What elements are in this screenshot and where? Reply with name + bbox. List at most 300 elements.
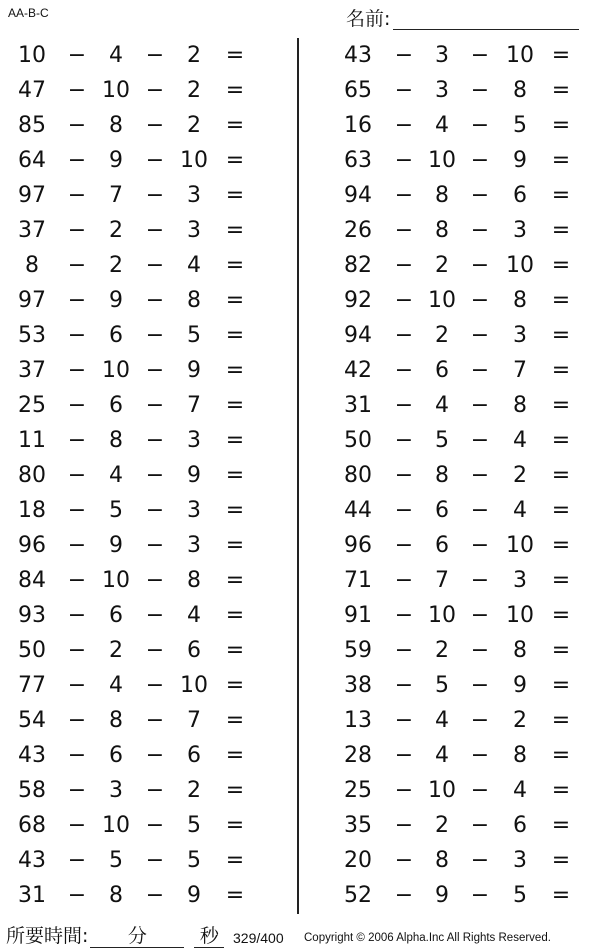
minus-sign-2: − bbox=[145, 498, 165, 523]
problem-row bbox=[0, 843, 290, 878]
equals-sign: = bbox=[551, 288, 571, 313]
subtrahend-2: 8 bbox=[513, 638, 527, 663]
problem-row bbox=[0, 598, 290, 633]
minus-sign-2: − bbox=[470, 743, 490, 768]
problem-row bbox=[0, 563, 290, 598]
minuend: 93 bbox=[18, 603, 46, 628]
subtrahend-2: 10 bbox=[180, 673, 208, 698]
minus-sign-1: − bbox=[67, 708, 87, 733]
equals-sign: = bbox=[225, 463, 245, 488]
subtrahend-2: 5 bbox=[513, 883, 527, 908]
problem-row bbox=[300, 878, 600, 913]
subtrahend-2: 4 bbox=[187, 253, 201, 278]
equals-sign: = bbox=[551, 113, 571, 138]
problem-row bbox=[0, 38, 290, 73]
equals-sign: = bbox=[225, 778, 245, 803]
subtrahend-1: 4 bbox=[109, 673, 123, 698]
minus-sign-2: − bbox=[470, 568, 490, 593]
minus-sign-1: − bbox=[67, 113, 87, 138]
subtrahend-1: 5 bbox=[435, 673, 449, 698]
subtrahend-1: 4 bbox=[109, 43, 123, 68]
subtrahend-1: 8 bbox=[109, 883, 123, 908]
equals-sign: = bbox=[551, 498, 571, 523]
subtrahend-2: 6 bbox=[513, 183, 527, 208]
equals-sign: = bbox=[225, 708, 245, 733]
minus-sign-2: − bbox=[145, 533, 165, 558]
problem-row bbox=[0, 283, 290, 318]
subtrahend-2: 4 bbox=[187, 603, 201, 628]
subtrahend-2: 10 bbox=[506, 533, 534, 558]
subtrahend-1: 7 bbox=[109, 183, 123, 208]
minus-sign-1: − bbox=[394, 603, 414, 628]
minuend: 71 bbox=[344, 568, 372, 593]
subtrahend-2: 3 bbox=[187, 218, 201, 243]
equals-sign: = bbox=[225, 113, 245, 138]
problem-row bbox=[300, 703, 600, 738]
minuend: 84 bbox=[18, 568, 46, 593]
minus-sign-1: − bbox=[394, 813, 414, 838]
subtrahend-1: 6 bbox=[435, 498, 449, 523]
subtrahend-2: 5 bbox=[187, 848, 201, 873]
minuend: 43 bbox=[18, 743, 46, 768]
equals-sign: = bbox=[225, 533, 245, 558]
subtrahend-2: 4 bbox=[513, 428, 527, 453]
time-label: 所要時間: bbox=[6, 925, 89, 947]
subtrahend-2: 10 bbox=[506, 253, 534, 278]
minus-sign-2: − bbox=[470, 323, 490, 348]
problem-row bbox=[0, 738, 290, 773]
minus-sign-2: − bbox=[470, 148, 490, 173]
minuend: 64 bbox=[18, 148, 46, 173]
minuend: 82 bbox=[344, 253, 372, 278]
subtrahend-2: 8 bbox=[513, 743, 527, 768]
subtrahend-2: 3 bbox=[187, 533, 201, 558]
equals-sign: = bbox=[551, 393, 571, 418]
problem-row bbox=[0, 423, 290, 458]
subtrahend-1: 9 bbox=[109, 148, 123, 173]
equals-sign: = bbox=[551, 603, 571, 628]
subtrahend-2: 6 bbox=[513, 813, 527, 838]
subtrahend-1: 7 bbox=[435, 568, 449, 593]
minuend: 43 bbox=[18, 848, 46, 873]
minuend: 92 bbox=[344, 288, 372, 313]
subtrahend-1: 8 bbox=[109, 113, 123, 138]
subtrahend-2: 3 bbox=[187, 498, 201, 523]
minuend: 42 bbox=[344, 358, 372, 383]
worksheet-code: AA-B-C bbox=[8, 6, 49, 20]
equals-sign: = bbox=[225, 253, 245, 278]
equals-sign: = bbox=[225, 393, 245, 418]
subtrahend-1: 4 bbox=[435, 708, 449, 733]
subtrahend-2: 2 bbox=[513, 463, 527, 488]
problem-row bbox=[300, 248, 600, 283]
minus-sign-2: − bbox=[470, 428, 490, 453]
problem-row bbox=[0, 633, 290, 668]
subtrahend-2: 2 bbox=[187, 113, 201, 138]
minuend: 68 bbox=[18, 813, 46, 838]
minus-sign-1: − bbox=[67, 288, 87, 313]
minus-sign-2: − bbox=[470, 848, 490, 873]
minuend: 80 bbox=[344, 463, 372, 488]
subtrahend-1: 9 bbox=[109, 533, 123, 558]
subtrahend-1: 2 bbox=[435, 253, 449, 278]
minus-sign-2: − bbox=[145, 778, 165, 803]
equals-sign: = bbox=[551, 568, 571, 593]
copyright-notice: Copyright © 2006 Alpha.Inc All Rights Reserved. bbox=[304, 932, 551, 944]
minuend: 37 bbox=[18, 358, 46, 383]
minuend: 58 bbox=[18, 778, 46, 803]
seconds-blank[interactable]: 秒 bbox=[194, 925, 224, 948]
minus-sign-1: − bbox=[394, 848, 414, 873]
minus-sign-2: − bbox=[145, 568, 165, 593]
problem-row bbox=[300, 528, 600, 563]
minuend: 16 bbox=[344, 113, 372, 138]
equals-sign: = bbox=[551, 43, 571, 68]
minus-sign-2: − bbox=[145, 743, 165, 768]
minus-sign-2: − bbox=[145, 848, 165, 873]
minus-sign-1: − bbox=[394, 568, 414, 593]
problem-row bbox=[0, 213, 290, 248]
equals-sign: = bbox=[225, 183, 245, 208]
minuend: 26 bbox=[344, 218, 372, 243]
minus-sign-2: − bbox=[470, 638, 490, 663]
subtrahend-1: 9 bbox=[435, 883, 449, 908]
minus-sign-2: − bbox=[470, 358, 490, 383]
equals-sign: = bbox=[225, 428, 245, 453]
minus-sign-1: − bbox=[394, 78, 414, 103]
equals-sign: = bbox=[551, 673, 571, 698]
minuend: 94 bbox=[344, 323, 372, 348]
subtrahend-1: 4 bbox=[435, 113, 449, 138]
minus-sign-2: − bbox=[470, 498, 490, 523]
subtrahend-1: 6 bbox=[435, 533, 449, 558]
minus-sign-2: − bbox=[470, 883, 490, 908]
minus-sign-1: − bbox=[67, 778, 87, 803]
subtrahend-2: 5 bbox=[187, 813, 201, 838]
equals-sign: = bbox=[225, 743, 245, 768]
minuend: 43 bbox=[344, 43, 372, 68]
subtrahend-2: 8 bbox=[513, 393, 527, 418]
minuend: 59 bbox=[344, 638, 372, 663]
subtrahend-1: 8 bbox=[435, 183, 449, 208]
equals-sign: = bbox=[225, 498, 245, 523]
subtrahend-1: 6 bbox=[109, 393, 123, 418]
minuend: 94 bbox=[344, 183, 372, 208]
equals-sign: = bbox=[551, 323, 571, 348]
minus-sign-2: − bbox=[145, 253, 165, 278]
subtrahend-1: 8 bbox=[435, 218, 449, 243]
problem-row bbox=[300, 423, 600, 458]
minuend: 54 bbox=[18, 708, 46, 733]
equals-sign: = bbox=[225, 323, 245, 348]
equals-sign: = bbox=[551, 78, 571, 103]
subtrahend-1: 6 bbox=[109, 743, 123, 768]
problem-row bbox=[0, 668, 290, 703]
minus-sign-1: − bbox=[394, 498, 414, 523]
minus-sign-1: − bbox=[394, 743, 414, 768]
equals-sign: = bbox=[551, 218, 571, 243]
minus-sign-2: − bbox=[145, 218, 165, 243]
column-divider bbox=[297, 38, 299, 914]
subtrahend-1: 10 bbox=[428, 288, 456, 313]
minus-sign-1: − bbox=[394, 533, 414, 558]
subtrahend-2: 8 bbox=[513, 78, 527, 103]
minus-sign-1: − bbox=[67, 463, 87, 488]
minuend: 91 bbox=[344, 603, 372, 628]
problem-row bbox=[300, 808, 600, 843]
minuend: 97 bbox=[18, 183, 46, 208]
subtrahend-2: 9 bbox=[187, 883, 201, 908]
minus-sign-1: − bbox=[394, 148, 414, 173]
subtrahend-2: 2 bbox=[187, 778, 201, 803]
equals-sign: = bbox=[225, 148, 245, 173]
subtrahend-1: 10 bbox=[428, 778, 456, 803]
subtrahend-1: 5 bbox=[109, 848, 123, 873]
minus-sign-1: − bbox=[67, 638, 87, 663]
subtrahend-1: 6 bbox=[435, 358, 449, 383]
minutes-blank[interactable]: 分 bbox=[90, 925, 184, 948]
subtrahend-1: 4 bbox=[435, 393, 449, 418]
minus-sign-1: − bbox=[67, 743, 87, 768]
subtrahend-2: 9 bbox=[513, 673, 527, 698]
equals-sign: = bbox=[551, 638, 571, 663]
minus-sign-2: − bbox=[145, 78, 165, 103]
subtrahend-2: 2 bbox=[513, 708, 527, 733]
minuend: 38 bbox=[344, 673, 372, 698]
minus-sign-2: − bbox=[145, 393, 165, 418]
subtrahend-2: 8 bbox=[187, 288, 201, 313]
subtrahend-1: 8 bbox=[109, 708, 123, 733]
left-problem-column bbox=[0, 38, 290, 913]
subtrahend-1: 8 bbox=[435, 848, 449, 873]
minus-sign-2: − bbox=[145, 883, 165, 908]
minus-sign-1: − bbox=[67, 498, 87, 523]
equals-sign: = bbox=[551, 183, 571, 208]
minus-sign-1: − bbox=[67, 603, 87, 628]
subtrahend-2: 6 bbox=[187, 743, 201, 768]
minuend: 52 bbox=[344, 883, 372, 908]
minus-sign-2: − bbox=[145, 813, 165, 838]
minuend: 77 bbox=[18, 673, 46, 698]
problem-row bbox=[300, 773, 600, 808]
minus-sign-1: − bbox=[394, 883, 414, 908]
subtrahend-2: 5 bbox=[187, 323, 201, 348]
minus-sign-1: − bbox=[394, 43, 414, 68]
minus-sign-1: − bbox=[394, 323, 414, 348]
problem-row bbox=[0, 353, 290, 388]
problem-row bbox=[300, 38, 600, 73]
minus-sign-1: − bbox=[394, 218, 414, 243]
minus-sign-1: − bbox=[67, 533, 87, 558]
problem-row bbox=[0, 878, 290, 913]
subtrahend-1: 2 bbox=[435, 638, 449, 663]
subtrahend-2: 5 bbox=[513, 113, 527, 138]
minus-sign-2: − bbox=[145, 148, 165, 173]
minuend: 96 bbox=[18, 533, 46, 558]
minuend: 80 bbox=[18, 463, 46, 488]
minus-sign-2: − bbox=[145, 288, 165, 313]
minuend: 97 bbox=[18, 288, 46, 313]
minus-sign-2: − bbox=[470, 393, 490, 418]
problem-row bbox=[300, 738, 600, 773]
time-taken-field bbox=[6, 922, 224, 948]
minus-sign-1: − bbox=[67, 323, 87, 348]
minuend: 31 bbox=[344, 393, 372, 418]
minus-sign-1: − bbox=[394, 253, 414, 278]
problem-row bbox=[300, 318, 600, 353]
subtrahend-2: 4 bbox=[513, 778, 527, 803]
subtrahend-1: 4 bbox=[109, 463, 123, 488]
minus-sign-1: − bbox=[394, 393, 414, 418]
minuend: 18 bbox=[18, 498, 46, 523]
problem-row bbox=[300, 458, 600, 493]
minuend: 31 bbox=[18, 883, 46, 908]
subtrahend-2: 2 bbox=[187, 43, 201, 68]
minus-sign-1: − bbox=[67, 43, 87, 68]
minus-sign-1: − bbox=[67, 183, 87, 208]
equals-sign: = bbox=[225, 603, 245, 628]
problem-row bbox=[0, 178, 290, 213]
minus-sign-1: − bbox=[67, 428, 87, 453]
minus-sign-1: − bbox=[394, 673, 414, 698]
problem-row bbox=[0, 108, 290, 143]
minus-sign-2: − bbox=[470, 463, 490, 488]
subtrahend-1: 10 bbox=[428, 148, 456, 173]
minus-sign-2: − bbox=[470, 218, 490, 243]
minuend: 25 bbox=[18, 393, 46, 418]
problem-row bbox=[0, 143, 290, 178]
subtrahend-1: 2 bbox=[435, 323, 449, 348]
equals-sign: = bbox=[225, 848, 245, 873]
problem-row bbox=[300, 108, 600, 143]
minuend: 96 bbox=[344, 533, 372, 558]
equals-sign: = bbox=[551, 358, 571, 383]
equals-sign: = bbox=[551, 253, 571, 278]
equals-sign: = bbox=[551, 463, 571, 488]
minus-sign-2: − bbox=[145, 638, 165, 663]
minus-sign-1: − bbox=[67, 358, 87, 383]
equals-sign: = bbox=[551, 848, 571, 873]
subtrahend-2: 7 bbox=[513, 358, 527, 383]
name-blank-line[interactable] bbox=[393, 9, 579, 30]
minus-sign-2: − bbox=[145, 43, 165, 68]
minuend: 65 bbox=[344, 78, 372, 103]
subtrahend-2: 10 bbox=[180, 148, 208, 173]
equals-sign: = bbox=[551, 883, 571, 908]
subtrahend-2: 3 bbox=[187, 183, 201, 208]
subtrahend-1: 10 bbox=[102, 568, 130, 593]
subtrahend-1: 9 bbox=[109, 288, 123, 313]
subtrahend-1: 8 bbox=[109, 428, 123, 453]
minus-sign-2: − bbox=[145, 463, 165, 488]
minuend: 37 bbox=[18, 218, 46, 243]
subtrahend-1: 10 bbox=[102, 78, 130, 103]
problem-row bbox=[300, 668, 600, 703]
problem-row bbox=[300, 143, 600, 178]
subtrahend-2: 4 bbox=[513, 498, 527, 523]
problem-row bbox=[0, 73, 290, 108]
minus-sign-2: − bbox=[145, 323, 165, 348]
equals-sign: = bbox=[551, 778, 571, 803]
equals-sign: = bbox=[225, 78, 245, 103]
minus-sign-2: − bbox=[470, 183, 490, 208]
minuend: 50 bbox=[18, 638, 46, 663]
subtrahend-2: 3 bbox=[513, 218, 527, 243]
subtrahend-2: 2 bbox=[187, 78, 201, 103]
minus-sign-2: − bbox=[145, 358, 165, 383]
subtrahend-1: 10 bbox=[428, 603, 456, 628]
equals-sign: = bbox=[225, 673, 245, 698]
page-number: 329/400 bbox=[233, 930, 284, 946]
minuend: 35 bbox=[344, 813, 372, 838]
subtrahend-2: 10 bbox=[506, 43, 534, 68]
minuend: 11 bbox=[18, 428, 46, 453]
minuend: 50 bbox=[344, 428, 372, 453]
minus-sign-2: − bbox=[470, 113, 490, 138]
problem-row bbox=[300, 213, 600, 248]
subtrahend-2: 7 bbox=[187, 708, 201, 733]
minus-sign-1: − bbox=[394, 778, 414, 803]
problem-row bbox=[0, 458, 290, 493]
problem-row bbox=[300, 73, 600, 108]
equals-sign: = bbox=[551, 708, 571, 733]
problem-row bbox=[300, 598, 600, 633]
minus-sign-1: − bbox=[67, 673, 87, 698]
minus-sign-2: − bbox=[470, 533, 490, 558]
minus-sign-2: − bbox=[470, 673, 490, 698]
minus-sign-1: − bbox=[394, 708, 414, 733]
subtrahend-2: 3 bbox=[513, 848, 527, 873]
problem-row bbox=[0, 388, 290, 423]
subtrahend-2: 6 bbox=[187, 638, 201, 663]
minuend: 13 bbox=[344, 708, 372, 733]
minus-sign-1: − bbox=[67, 813, 87, 838]
minuend: 53 bbox=[18, 323, 46, 348]
problem-row bbox=[300, 493, 600, 528]
subtrahend-1: 5 bbox=[109, 498, 123, 523]
problem-row bbox=[300, 563, 600, 598]
subtrahend-1: 3 bbox=[109, 778, 123, 803]
minuend: 28 bbox=[344, 743, 372, 768]
name-label: 名前: bbox=[346, 8, 391, 30]
subtrahend-2: 3 bbox=[513, 323, 527, 348]
problem-row bbox=[0, 703, 290, 738]
minus-sign-2: − bbox=[470, 778, 490, 803]
equals-sign: = bbox=[225, 218, 245, 243]
minus-sign-1: − bbox=[394, 428, 414, 453]
minus-sign-1: − bbox=[67, 393, 87, 418]
minus-sign-1: − bbox=[394, 113, 414, 138]
minus-sign-2: − bbox=[470, 43, 490, 68]
problem-row bbox=[0, 248, 290, 283]
problem-row bbox=[300, 843, 600, 878]
problem-row bbox=[0, 808, 290, 843]
subtrahend-1: 2 bbox=[109, 253, 123, 278]
minus-sign-2: − bbox=[470, 603, 490, 628]
minus-sign-2: − bbox=[145, 428, 165, 453]
subtrahend-2: 9 bbox=[187, 463, 201, 488]
minus-sign-2: − bbox=[145, 183, 165, 208]
subtrahend-1: 6 bbox=[109, 323, 123, 348]
problem-row bbox=[300, 353, 600, 388]
minus-sign-1: − bbox=[67, 218, 87, 243]
subtrahend-1: 10 bbox=[102, 358, 130, 383]
minuend: 25 bbox=[344, 778, 372, 803]
equals-sign: = bbox=[551, 533, 571, 558]
problem-row bbox=[300, 283, 600, 318]
equals-sign: = bbox=[225, 638, 245, 663]
minus-sign-1: − bbox=[67, 78, 87, 103]
